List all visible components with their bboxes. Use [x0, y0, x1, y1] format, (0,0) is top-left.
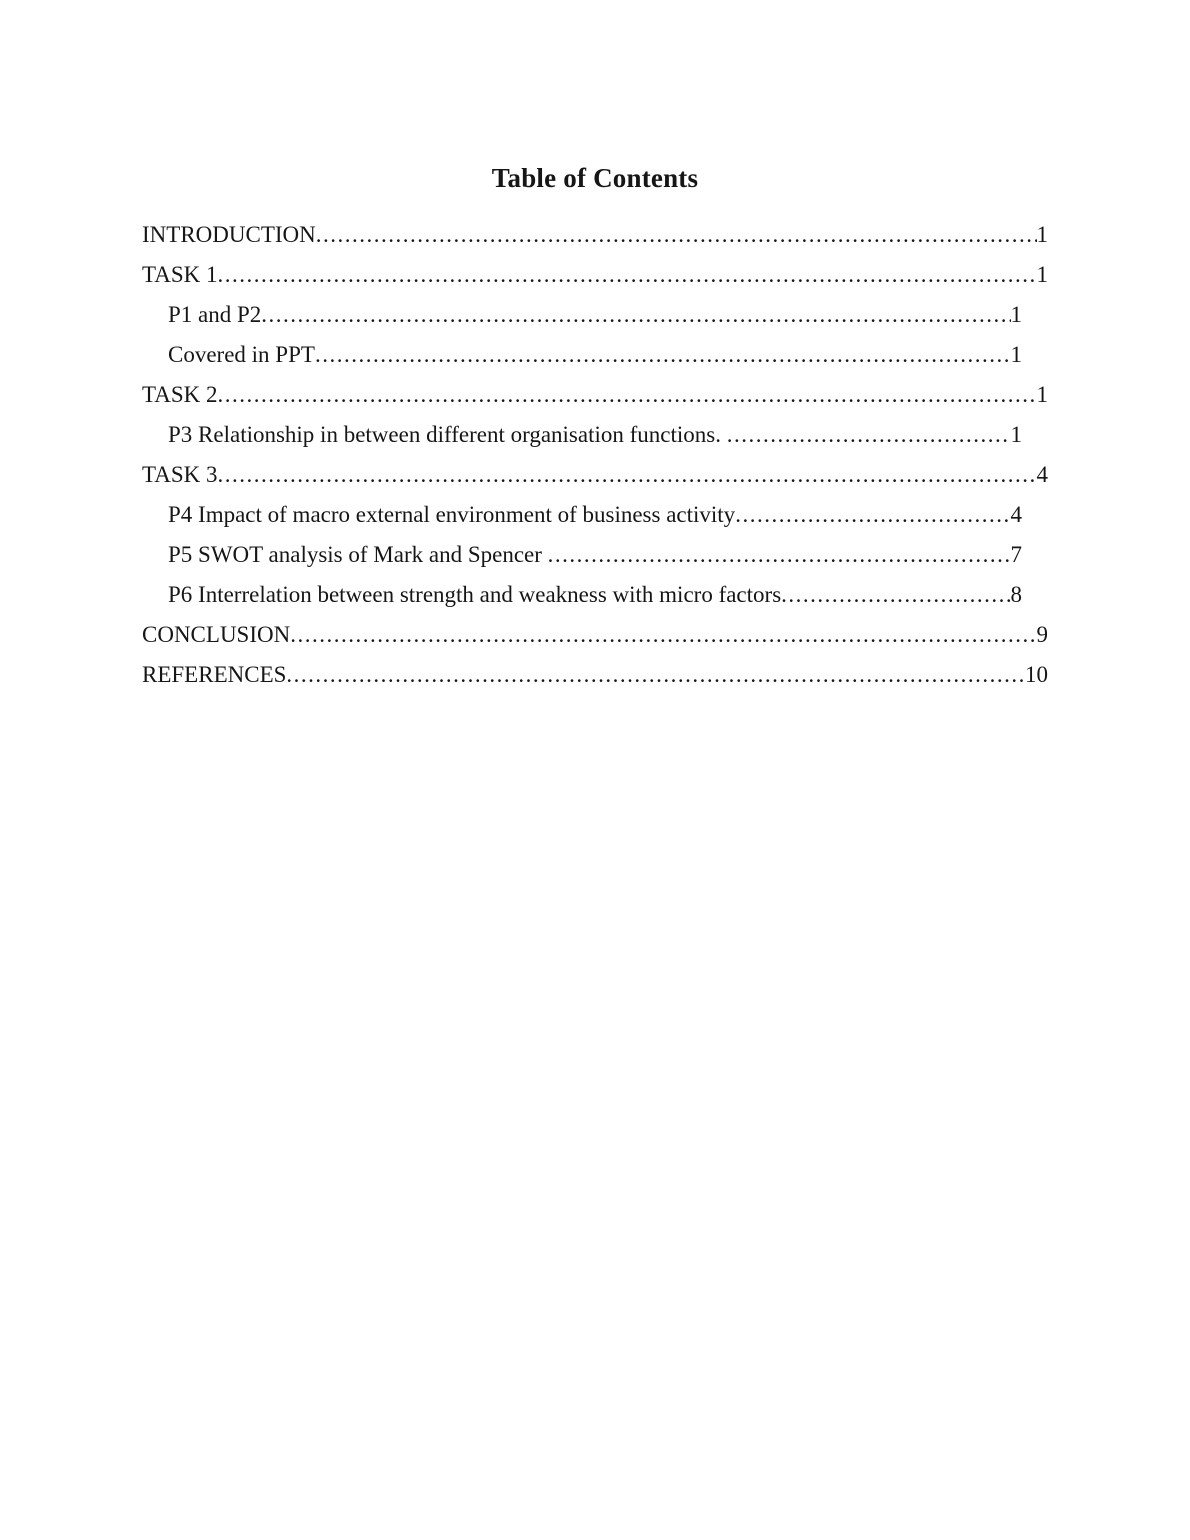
toc-entry-label: TASK 1	[142, 262, 218, 287]
toc-entry-label: P1 and P2	[168, 302, 262, 327]
toc-entry-label: P6 Interrelation between strength and weakness with micro factors	[168, 582, 782, 607]
dot-leader	[316, 215, 1037, 255]
toc-entry-page-number: 1	[1010, 422, 1022, 447]
toc-entry-label: TASK 3	[142, 462, 218, 487]
page-title: Table of Contents	[491, 163, 699, 193]
toc-entry	[168, 415, 1022, 455]
toc-entry-label: INTRODUCTION	[142, 222, 316, 247]
toc-entry	[142, 215, 1048, 255]
toc-entry	[142, 455, 1048, 495]
dot-leader	[548, 535, 1011, 575]
toc-entry-label: P3 Relationship in between different organisation functions.	[168, 422, 727, 447]
toc-entry-page-number: 9	[1036, 622, 1048, 647]
toc-entry-page-number: 1	[1010, 342, 1022, 367]
dot-leader	[781, 575, 1010, 615]
toc-entry-label: P5 SWOT analysis of Mark and Spencer	[168, 542, 548, 567]
toc-entry-label: Covered in PPT	[168, 342, 315, 367]
toc-entry	[168, 495, 1022, 535]
toc-entry	[142, 375, 1048, 415]
toc-entry-page-number: 1	[1010, 302, 1022, 327]
dot-leader	[315, 335, 1011, 375]
dot-leader	[727, 415, 1011, 455]
dot-leader	[217, 375, 1036, 415]
toc-entry-page-number: 10	[1025, 662, 1048, 687]
toc-entry	[168, 535, 1022, 575]
toc-entry-label: CONCLUSION	[142, 622, 291, 647]
toc-entry-page-number: 7	[1010, 542, 1022, 567]
toc-entry	[168, 335, 1022, 375]
dot-leader	[217, 255, 1036, 295]
toc-entry-label: REFERENCES	[142, 662, 287, 687]
dot-leader	[290, 615, 1036, 655]
toc-entry-page-number: 4	[1010, 502, 1022, 527]
table-of-contents	[142, 215, 1048, 695]
toc-entry	[142, 655, 1048, 695]
dot-leader	[261, 295, 1010, 335]
dot-leader	[735, 495, 1010, 535]
toc-entry	[142, 615, 1048, 655]
toc-entry-page-number: 1	[1036, 262, 1048, 287]
toc-entry-page-number: 8	[1010, 582, 1022, 607]
toc-entry-label: TASK 2	[142, 382, 218, 407]
toc-entry	[168, 295, 1022, 335]
toc-entry-page-number: 1	[1036, 382, 1048, 407]
toc-entry-label: P4 Impact of macro external environment of business activity	[168, 502, 736, 527]
dot-leader	[217, 455, 1036, 495]
toc-entry-page-number: 4	[1036, 462, 1048, 487]
toc-entry	[142, 255, 1048, 295]
toc-entry	[168, 575, 1022, 615]
toc-entry-page-number: 1	[1036, 222, 1048, 247]
dot-leader	[286, 655, 1025, 695]
